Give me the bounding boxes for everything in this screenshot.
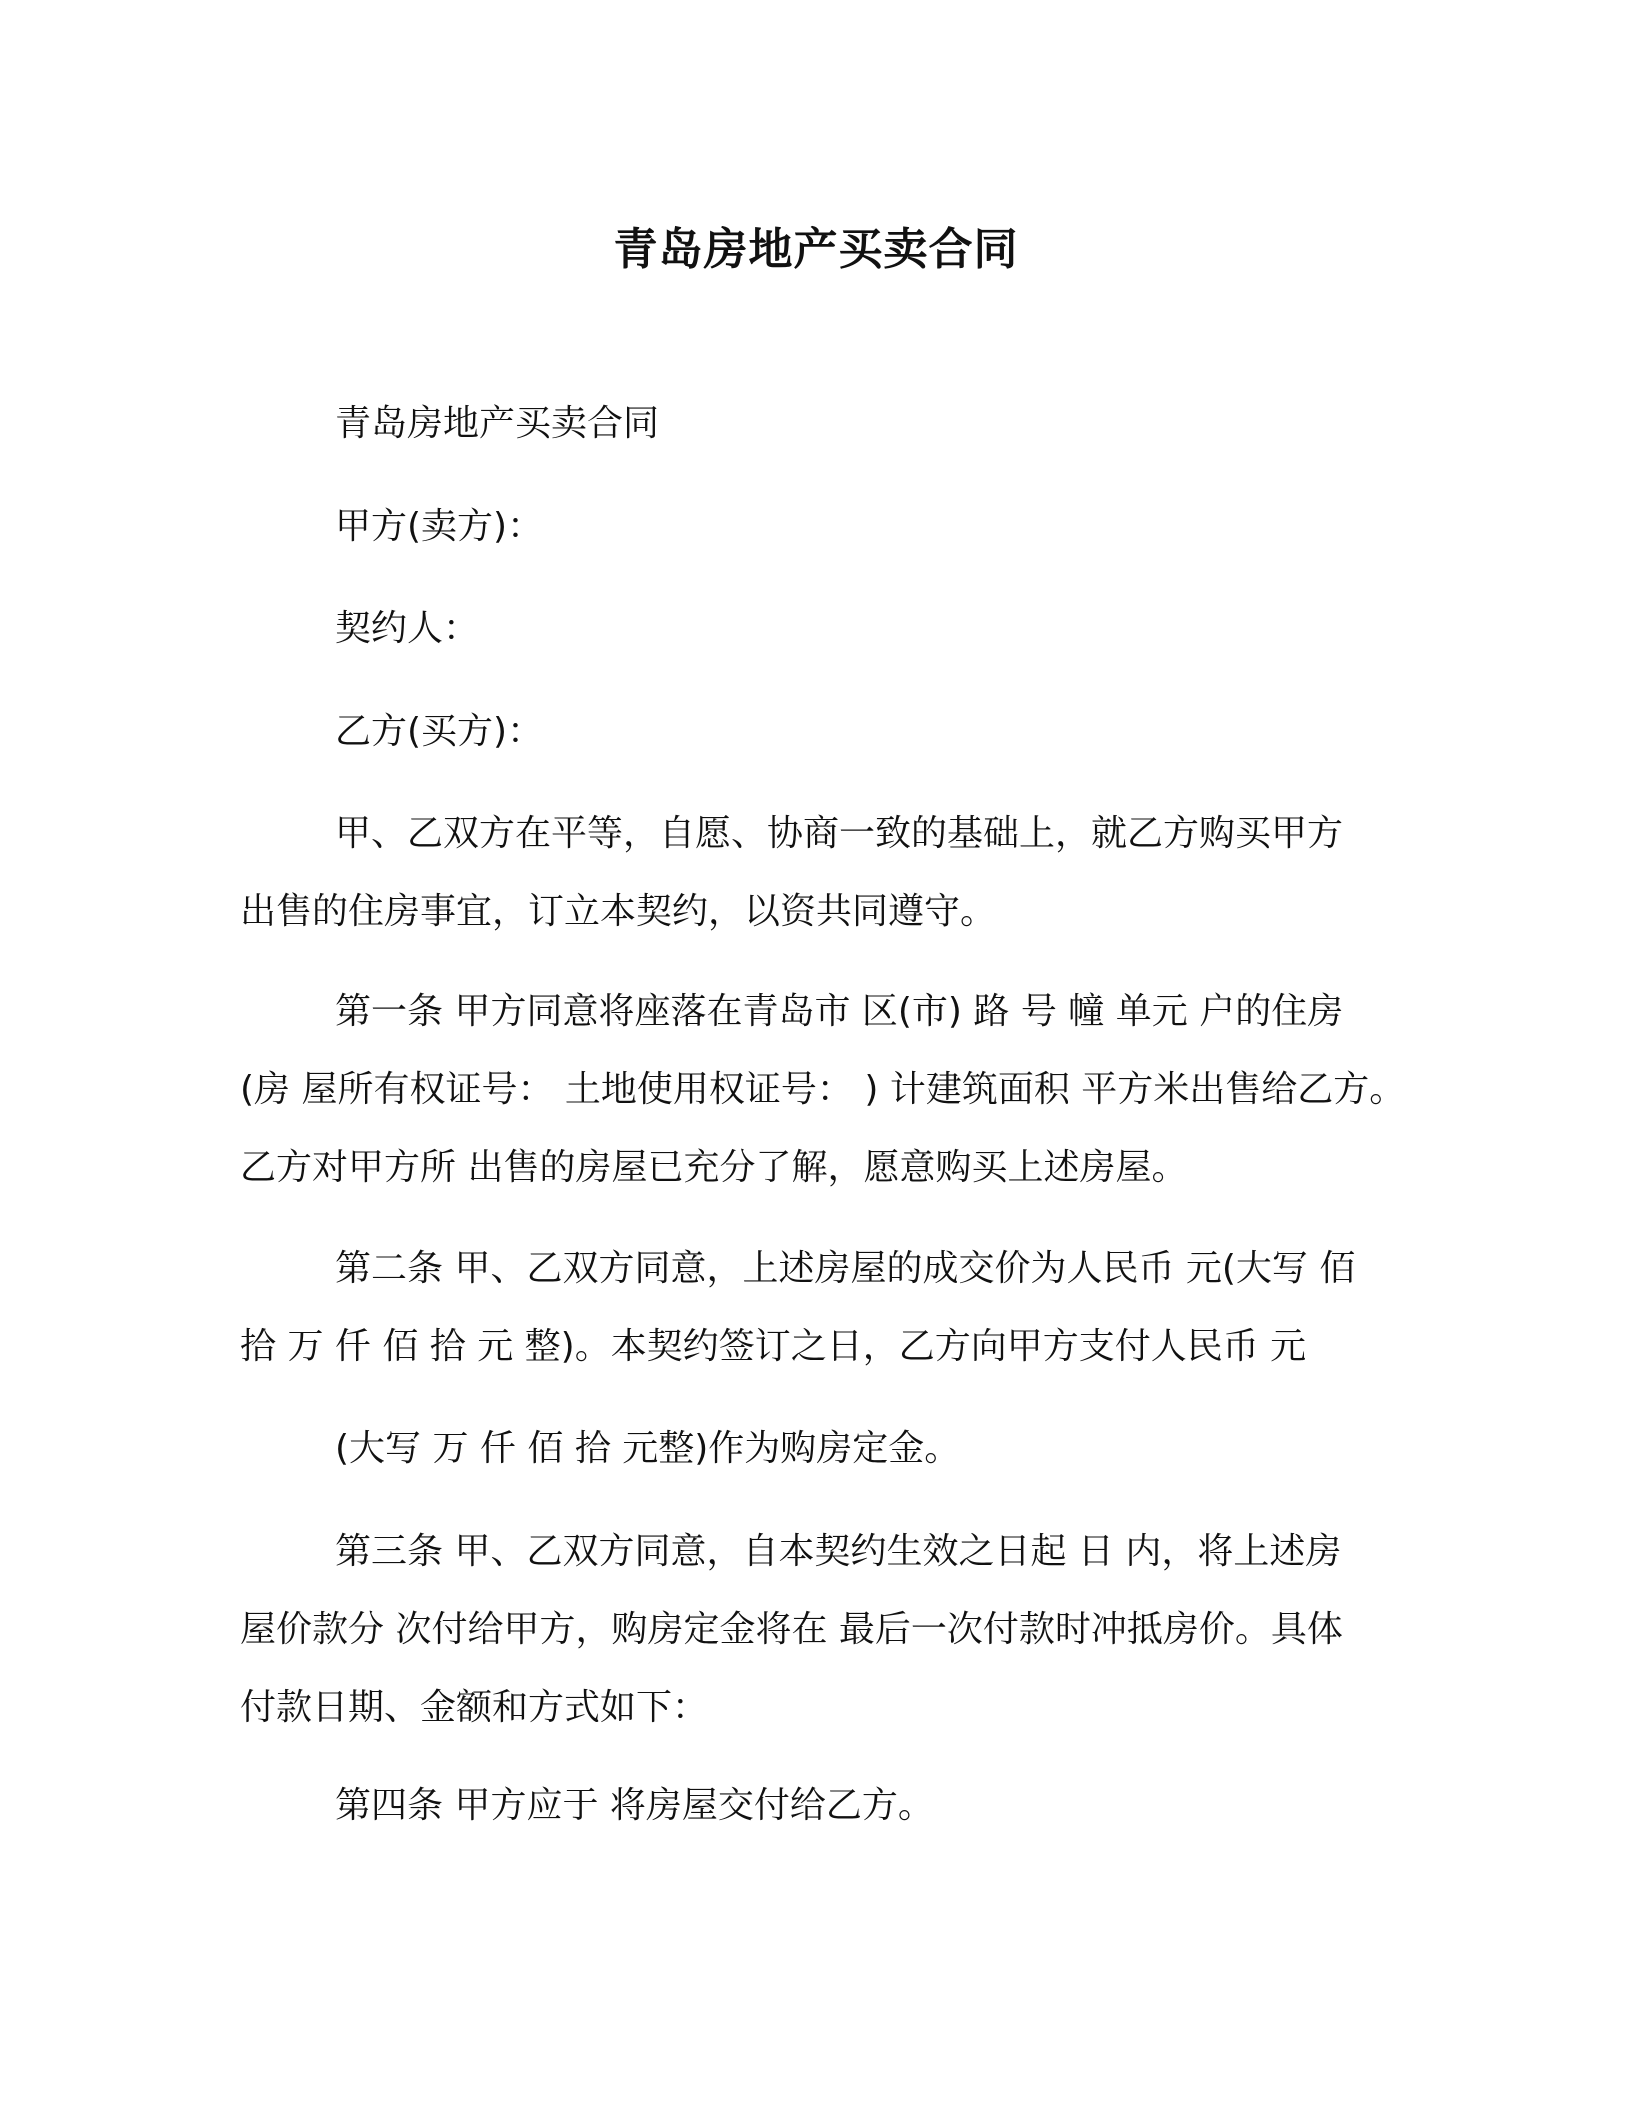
preamble-line: 出售的住房事宜，订立本契约，以资共同遵守。 <box>240 891 997 932</box>
article3-paragraph <box>240 1513 1440 1747</box>
article1-paragraph <box>240 973 1440 1207</box>
contractor-paragraph <box>240 590 1440 668</box>
subtitle-paragraph <box>240 385 1440 463</box>
party-a-paragraph <box>240 488 1440 566</box>
article2-line: 拾 万 仟 佰 拾 元 整)。本契约签订之日，乙方向甲方支付人民币 元 <box>240 1326 1307 1367</box>
article1-line: 乙方对甲方所 出售的房屋已充分了解，愿意购买上述房屋。 <box>240 1147 1188 1188</box>
article2-cont-line: (大写 万 仟 佰 拾 元整)作为购房定金。 <box>335 1428 961 1469</box>
document-title: 青岛房地产买卖合同 <box>613 224 1019 275</box>
article2-paragraph <box>240 1230 1440 1386</box>
preamble-line: 甲、乙双方在平等，自愿、协商一致的基础上，就乙方购买甲方 <box>335 813 1344 854</box>
article3-line: 屋价款分 次付给甲方，购房定金将在 最后一次付款时冲抵房价。具体 <box>240 1609 1343 1650</box>
preamble-paragraph <box>240 795 1440 951</box>
article3-line: 付款日期、金额和方式如下： <box>240 1687 709 1728</box>
article4-paragraph <box>240 1767 1440 1845</box>
party-b-line: 乙方(买方)： <box>335 711 544 752</box>
article1-line: (房 屋所有权证号： 土地使用权证号： ) 计建筑面积 平方米出售给乙方。 <box>240 1069 1406 1110</box>
article2-line: 第二条 甲、乙双方同意，上述房屋的成交价为人民币 元(大写 佰 <box>335 1248 1356 1289</box>
subtitle-line: 青岛房地产买卖合同 <box>335 403 660 444</box>
article2-cont-paragraph <box>240 1410 1440 1488</box>
contractor-line: 契约人： <box>335 608 480 649</box>
article3-line: 第三条 甲、乙双方同意，自本契约生效之日起 日 内，将上述房 <box>335 1531 1342 1572</box>
party-a-line: 甲方(卖方)： <box>335 506 544 547</box>
party-b-paragraph <box>240 693 1440 771</box>
article4-line: 第四条 甲方应于 将房屋交付给乙方。 <box>335 1785 934 1826</box>
article1-line: 第一条 甲方同意将座落在青岛市 区(市) 路 号 幢 单元 户的住房 <box>335 991 1344 1032</box>
